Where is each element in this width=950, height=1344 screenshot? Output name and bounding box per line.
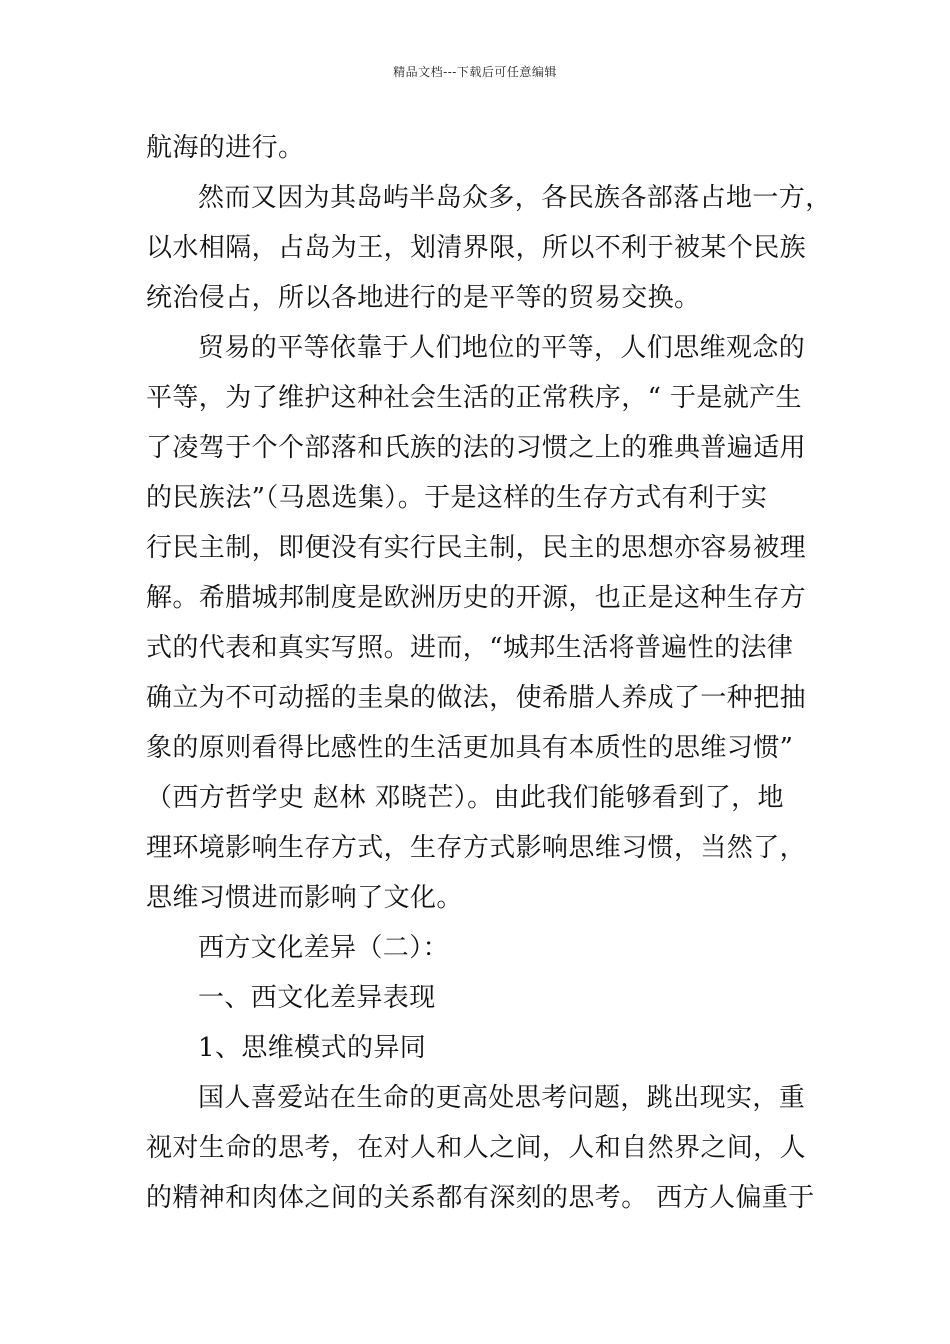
paragraph-line: 了凌驾于个个部落和氏族的法的习惯之上的雅典普遍适用: [146, 433, 807, 463]
paragraph-line: 贸易的平等依靠于人们地位的平等，人们思维观念的: [198, 333, 806, 363]
paragraph-line: 的民族法”（马恩选集）。于是这样的生存方式有利于实: [146, 483, 768, 513]
paragraph-line: 确立为不可动摇的圭臬的做法，使希腊人养成了一种把抽: [146, 683, 807, 713]
paragraph-line: 式的代表和真实写照。进而，“城邦生活将普遍性的法律: [146, 633, 794, 663]
subsection-heading: 一、西文化差异表现: [198, 983, 436, 1013]
paragraph-line: 统治侵占，所以各地进行的是平等的贸易交换。: [146, 283, 701, 313]
paragraph-line: 国人喜爱站在生命的更高处思考问题，跳出现实，重: [198, 1083, 806, 1113]
page-header: 精品文档---下载后可任意编辑: [393, 65, 557, 79]
paragraph-line: 平等，为了维护这种社会生活的正常秩序，“ 于是就产生: [146, 383, 802, 413]
paragraph-line: 的精神和肉体之间的关系都有深刻的思考。 西方人偏重于: [146, 1183, 815, 1213]
paragraph-line: 以水相隔，占岛为王，划清界限，所以不利于被某个民族: [146, 233, 807, 263]
paragraph-line: 象的原则看得比感性的生活更加具有本质性的思维习惯”: [146, 733, 794, 763]
paragraph-line: 然而又因为其岛屿半岛众多，各民族各部落占地一方，: [198, 183, 832, 213]
paragraph-line: （西方哲学史 赵林 邓晓芒）。由此我们能够看到了，地: [146, 783, 784, 813]
paragraph-line: 航海的进行。: [146, 133, 305, 163]
paragraph-line: 解。希腊城邦制度是欧洲历史的开源，也正是这种生存方: [146, 583, 807, 613]
paragraph-line: 视对生命的思考，在对人和人之间，人和自然界之间，人: [146, 1133, 807, 1163]
paragraph-line: 思维习惯进而影响了文化。: [146, 883, 463, 913]
paragraph-line: 行民主制，即便没有实行民主制，民主的思想亦容易被理: [146, 533, 807, 563]
subsection-heading: 1、思维模式的异同: [198, 1033, 427, 1063]
paragraph-line: 理环境影响生存方式，生存方式影响思维习惯，当然了，: [146, 833, 807, 863]
section-heading: 西方文化差异（二）：: [198, 933, 450, 963]
